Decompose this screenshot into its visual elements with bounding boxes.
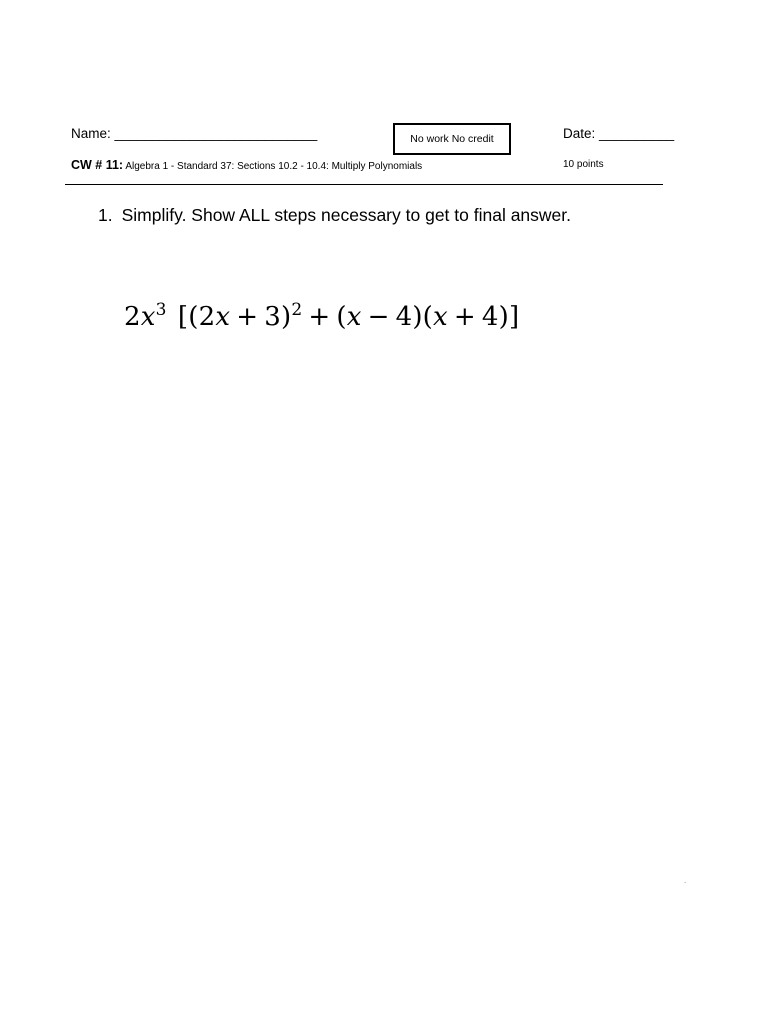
- question-number: 1.: [98, 205, 113, 225]
- math-bracket: )]: [498, 302, 520, 332]
- name-field-line: Name: ___________________________: [71, 126, 318, 141]
- no-work-no-credit-label: No work No credit: [410, 133, 494, 145]
- math-operator: +: [236, 302, 259, 332]
- date-field-line: Date: __________: [563, 126, 675, 141]
- math-coef: 2: [124, 302, 141, 332]
- no-work-no-credit-box: [393, 123, 511, 155]
- points-label: 10 points: [563, 159, 604, 170]
- math-expression: [124, 299, 520, 332]
- math-paren: )(: [412, 302, 434, 332]
- math-var: x: [433, 302, 448, 332]
- math-operator: −: [367, 302, 390, 332]
- question-text: Simplify. Show ALL steps necessary to get to final answer.: [121, 205, 572, 225]
- math-exponent: 3: [155, 299, 167, 320]
- math-var: x: [346, 302, 362, 332]
- math-bracket: [(: [177, 302, 199, 332]
- math-constant: 3: [264, 302, 281, 332]
- stray-dot: .: [684, 876, 687, 885]
- header-divider: [65, 184, 663, 185]
- math-constant: 4: [395, 302, 413, 332]
- classwork-number: CW # 11:: [71, 158, 124, 172]
- math-paren: ): [280, 302, 292, 332]
- classwork-header: [71, 158, 422, 172]
- math-var: x: [215, 302, 231, 332]
- math-coef: 2: [198, 302, 216, 332]
- math-constant: 4: [481, 302, 499, 332]
- math-paren: (: [336, 302, 347, 332]
- math-operator: +: [308, 302, 331, 332]
- math-var: x: [140, 302, 156, 332]
- math-exponent: 2: [291, 299, 303, 320]
- question-1: [98, 205, 571, 226]
- math-operator: +: [453, 302, 476, 332]
- classwork-description: Algebra 1 - Standard 37: Sections 10.2 - 10.4: Multiply Polynomials: [123, 161, 423, 172]
